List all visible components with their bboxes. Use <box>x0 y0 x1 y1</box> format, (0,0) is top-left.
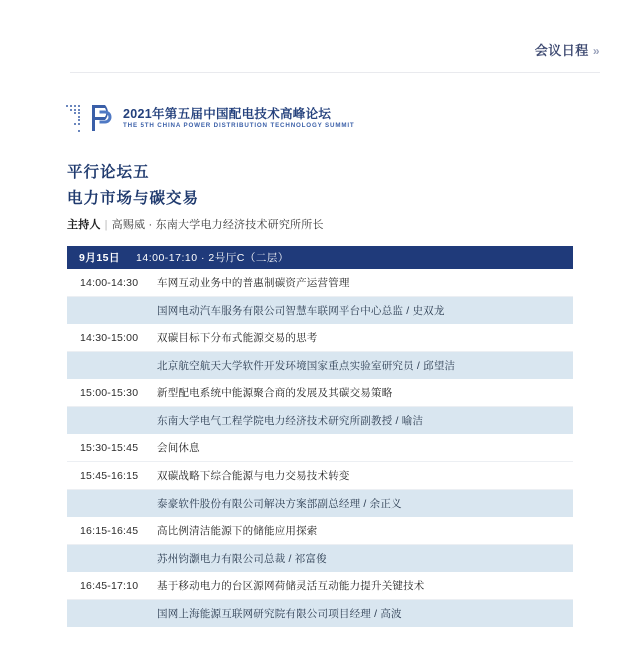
agenda-topic-row <box>67 269 573 297</box>
agenda-topic-row <box>67 517 573 545</box>
agenda-speaker-row <box>67 490 573 517</box>
session-date: 9月15日 <box>79 252 121 264</box>
agenda-speaker: 东南大学电气工程学院电力经济技术研究所副教授 / 喻洁 <box>157 415 424 427</box>
agenda-nav-label: 会议日程 <box>534 43 589 58</box>
agenda-nav-link[interactable] <box>535 40 600 62</box>
host-line <box>67 216 324 232</box>
agenda-time: 15:45-16:15 <box>80 469 139 482</box>
session-header-bar <box>67 246 573 269</box>
agenda-speaker-row <box>67 352 573 379</box>
agenda-topic-row <box>67 324 573 352</box>
agenda-topic: 新型配电系统中能源聚合商的发展及其碳交易策略 <box>157 387 393 399</box>
summit-logo <box>66 103 355 133</box>
page-header <box>70 40 600 73</box>
agenda-speaker-row <box>67 600 573 627</box>
agenda-topic: 双碳战略下综合能源与电力交易技术转变 <box>157 470 350 482</box>
agenda-speaker-row <box>67 545 573 572</box>
agenda-speaker: 苏州钧灏电力有限公司总裁 / 祁富俊 <box>157 553 327 565</box>
agenda-speaker: 泰豪软件股份有限公司解决方案部副总经理 / 余正义 <box>157 498 402 510</box>
host-separator: | <box>104 219 108 231</box>
chevron-right-icon: » <box>592 44 600 58</box>
logo-title-en: THE 5TH CHINA POWER DISTRIBUTION TECHNOLOGY SUMMIT <box>123 121 355 129</box>
agenda-topic-row <box>67 379 573 407</box>
host-name: 高赐威 · 东南大学电力经济技术研究所所长 <box>111 219 324 231</box>
agenda-speaker: 国网电动汽车服务有限公司智慧车联网平台中心总监 / 史双龙 <box>157 305 445 317</box>
agenda-speaker: 国网上海能源互联网研究院有限公司项目经理 / 高波 <box>157 608 402 620</box>
agenda-time: 16:45-17:10 <box>80 579 139 592</box>
agenda-time: 15:00-15:30 <box>80 386 139 399</box>
agenda-topic-row <box>67 462 573 490</box>
logo-title-cn: 2021年第五届中国配电技术高峰论坛 <box>123 106 332 121</box>
agenda-time: 16:15-16:45 <box>80 524 139 537</box>
page-title: 电力市场与碳交易 <box>67 190 200 207</box>
forum-number: 平行论坛五 <box>67 164 150 181</box>
agenda-topic: 基于移动电力的台区源网荷储灵活互动能力提升关键技术 <box>157 580 425 592</box>
agenda-topic-row <box>67 434 573 462</box>
agenda-topic: 车网互动业务中的普惠制碳资产运营管理 <box>157 277 350 289</box>
agenda-speaker-row <box>67 407 573 434</box>
agenda-topic: 高比例清洁能源下的储能应用探索 <box>157 525 318 537</box>
host-label: 主持人 <box>67 219 101 231</box>
logo-wordmark <box>123 107 355 130</box>
agenda-topic: 会间休息 <box>157 442 200 454</box>
agenda-time: 15:30-15:45 <box>80 441 139 454</box>
agenda-time: 14:00-14:30 <box>80 276 139 289</box>
agenda-time: 14:30-15:00 <box>80 331 139 344</box>
agenda-speaker-row <box>67 297 573 324</box>
session-time-venue: 14:00-17:10 · 2号厅C（二层） <box>136 252 289 264</box>
schedule-table <box>67 246 573 627</box>
agenda-topic: 双碳目标下分布式能源交易的思考 <box>157 332 318 344</box>
dot-matrix-icon <box>66 103 83 133</box>
pd-monogram-icon <box>90 103 116 133</box>
agenda-topic-row <box>67 572 573 600</box>
agenda-speaker: 北京航空航天大学软件开发环境国家重点实验室研究员 / 邱望洁 <box>157 360 456 372</box>
agenda-row-list <box>67 269 573 627</box>
